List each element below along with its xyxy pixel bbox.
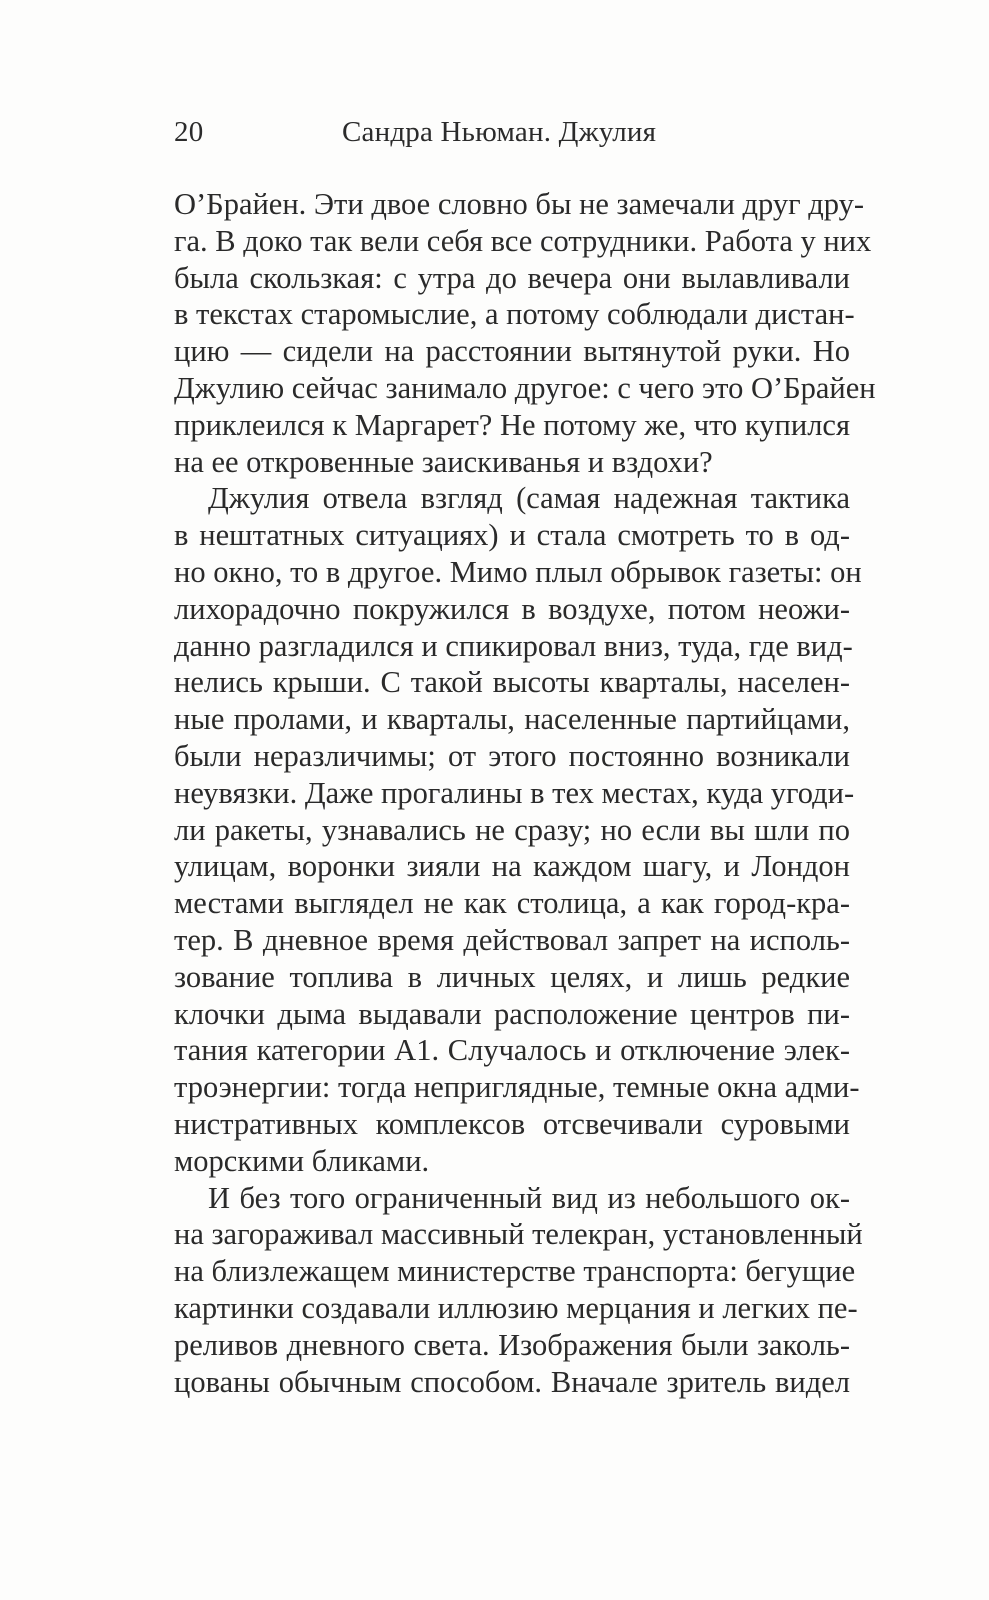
text-line: в текстах старомыслие, а потому соблюдали дистан-	[174, 297, 855, 332]
text-line: Джулию сейчас занимало другое: с чего это О’Брайен	[174, 370, 876, 405]
text-line: цию — сидели на расстоянии вытянутой руки. Но	[174, 334, 850, 369]
text-line: тер. В дневное время действовал запрет на исполь-	[174, 922, 850, 957]
text-line: ли ракеты, узнавались не сразу; но если вы шли по	[174, 812, 850, 847]
text-line: местами выглядел не как столица, а как город-кра-	[174, 886, 850, 921]
text-line: морскими бликами.	[174, 1143, 430, 1178]
text-line: троэнергии: тогда неприглядные, темные окна адми-	[174, 1070, 860, 1105]
text-line: нелись крыши. С такой высоты кварталы, населен-	[174, 665, 850, 700]
text-line: были неразличимы; от этого постоянно возникали	[174, 738, 850, 773]
running-title: Сандра Ньюман. Джулия	[342, 116, 657, 148]
page-number: 20	[174, 116, 204, 148]
text-line: неувязки. Даже прогалины в тех местах, куда угоди-	[174, 775, 855, 810]
text-line: ные пролами, и кварталы, населенные партийцами,	[174, 702, 850, 737]
running-head	[174, 116, 850, 156]
text-line: приклеился к Маргарет? Не потому же, что купился	[174, 407, 850, 442]
text-line: но окно, то в другое. Мимо плыл обрывок газеты: он	[174, 554, 862, 589]
text-line: тания категории А1. Случалось и отключение элек-	[174, 1033, 850, 1068]
text-line: на ее откровенные заискиванья и вздохи?	[174, 444, 713, 479]
text-line: клочки дыма выдавали расположение центров пи-	[174, 996, 850, 1031]
text-line: реливов дневного света. Изображения были заколь-	[174, 1327, 850, 1362]
text-line: О’Брайен. Эти двое словно бы не замечали друг дру-	[174, 187, 865, 221]
text-line: на близлежащем министерстве транспорта: бегущие	[174, 1254, 856, 1289]
text-line: га. В доко так вели себя все сотрудники. Работа у них	[174, 223, 872, 258]
body-text	[174, 186, 876, 1400]
paragraph-first-line: Джулия отвела взгляд (самая надежная тактика	[208, 481, 850, 516]
text-line: была скользкая: с утра до вечера они вылавливали	[174, 260, 850, 295]
text-line: нистративных комплексов отсвечивали суровыми	[174, 1106, 850, 1141]
text-line: картинки создавали иллюзию мерцания и легких пе-	[174, 1290, 858, 1325]
text-line: данно разгладился и спикировал вниз, туда, где вид-	[174, 628, 853, 663]
text-line: лихорадочно покружился в воздухе, потом неожи-	[174, 591, 850, 626]
text-line: в нештатных ситуациях) и стала смотреть то в од-	[174, 518, 850, 553]
text-line: улицам, воронки зияли на каждом шагу, и Лондон	[174, 849, 850, 884]
paragraph-first-line: И без того ограниченный вид из небольшого ок-	[208, 1180, 850, 1215]
text-line: цованы обычным способом. Вначале зритель видел	[174, 1364, 850, 1399]
text-line: на загораживал массивный телекран, установленный	[174, 1217, 863, 1252]
text-line: зование топлива в личных целях, и лишь редкие	[174, 959, 850, 994]
